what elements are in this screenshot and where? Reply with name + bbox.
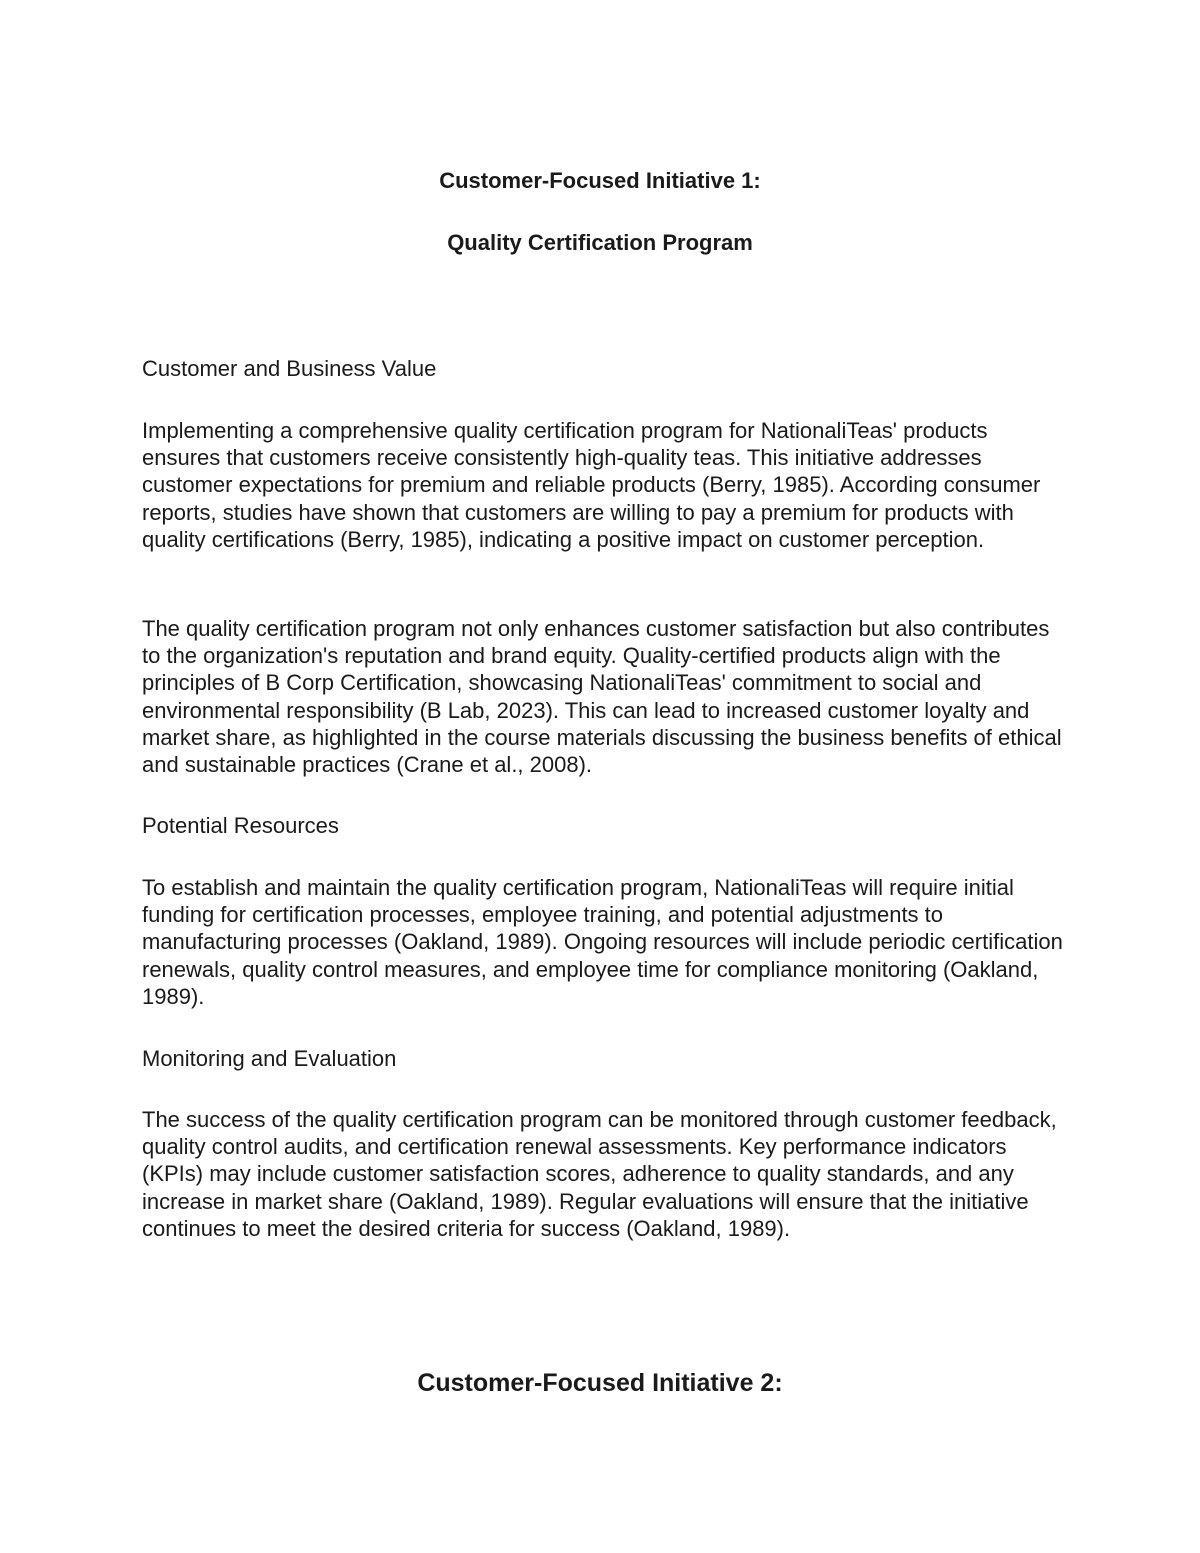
initiative-subtitle: Quality Certification Program bbox=[447, 230, 753, 255]
initiative-title: Customer-Focused Initiative 1: bbox=[439, 168, 761, 193]
section-heading-customer-business-value: Customer and Business Value bbox=[142, 356, 437, 381]
paragraph-business-value: The quality certification program not only enhances customer satisfaction but also contributes to the organization's reputation and brand equity. Quality-certified products align with the principles of B Corp Certification, showcasing NationaliTeas' commitment to social and environmental responsibility (B Lab, 2023). This can lead to increased customer loyalty and market share, as highlighted in the course materials discussing the business benefits of ethical and sustainable practices (Crane et al., 2008). bbox=[142, 616, 1062, 778]
paragraph-potential-resources: To establish and maintain the quality certification program, NationaliTeas will require initial funding for certification processes, employee training, and potential adjustments to manufacturing processes (Oakland, 1989). Ongoing resources will include periodic certification renewals, quality control measures, and employee time for compliance monitoring (Oakland, 1989). bbox=[142, 875, 1063, 1009]
paragraph-customer-value: Implementing a comprehensive quality certification program for NationaliTeas' products ensures that customers receive consistently high-quality teas. This initiative addresses customer expectations for premium and reliable products (Berry, 1985). According consumer reports, studies have shown that customers are willing to pay a premium for products with quality certifications (Berry, 1985), indicating a positive impact on customer perception. bbox=[142, 418, 1041, 552]
section-heading-monitoring-evaluation: Monitoring and Evaluation bbox=[142, 1046, 397, 1071]
next-initiative-title: Customer-Focused Initiative 2: bbox=[417, 1369, 783, 1397]
paragraph-monitoring-evaluation: The success of the quality certification program can be monitored through customer feedback, quality control audits, and certification renewal assessments. Key performance indicators (KPIs) may include customer satisfaction scores, adherence to quality standards, and any increase in market share (Oakland, 1989). Regular evaluations will ensure that the initiative continues to meet the desired criteria for success (Oakland, 1989). bbox=[142, 1107, 1057, 1241]
section-heading-potential-resources: Potential Resources bbox=[142, 813, 339, 838]
